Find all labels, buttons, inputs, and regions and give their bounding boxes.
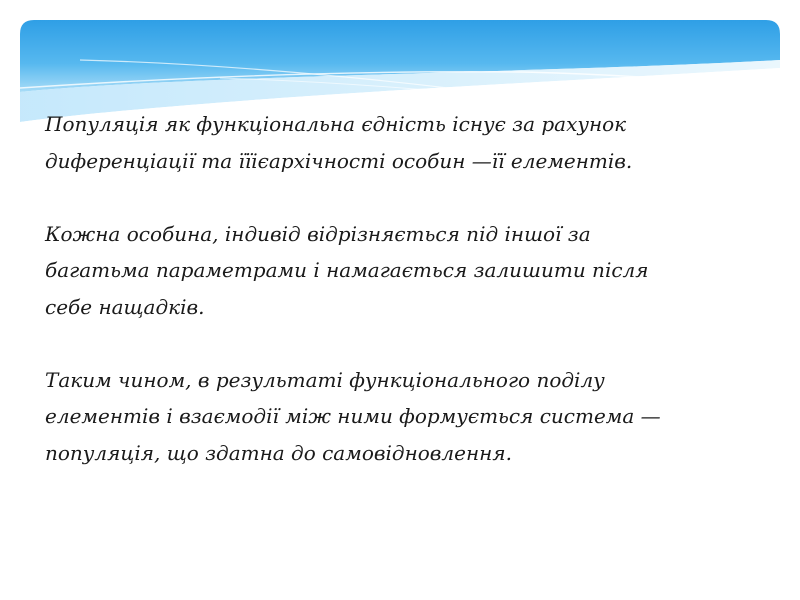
text-line: себе нащадків. xyxy=(45,294,205,319)
text-line: Популяція як функціональна єдність існує за рахунок xyxy=(45,112,627,136)
text-line: популяція, що здатна до самовідновлення. xyxy=(45,440,512,465)
paragraph-3 xyxy=(45,362,745,472)
text-line: Кожна особина, індивід відрізняється під іншої за xyxy=(45,221,591,246)
text-line: диференціації та їїієархічності особин —її елементів. xyxy=(45,148,633,173)
text-line: елементів і взаємодії між ними формується система — xyxy=(45,404,661,428)
paragraph-1 xyxy=(45,106,745,179)
text-line: Таким чином, в результаті функціонального поділу xyxy=(45,367,605,392)
text-line: багатьма параметрами і намагається залишити після xyxy=(45,258,649,282)
slide-body-text xyxy=(45,106,745,508)
paragraph-2 xyxy=(45,216,745,326)
